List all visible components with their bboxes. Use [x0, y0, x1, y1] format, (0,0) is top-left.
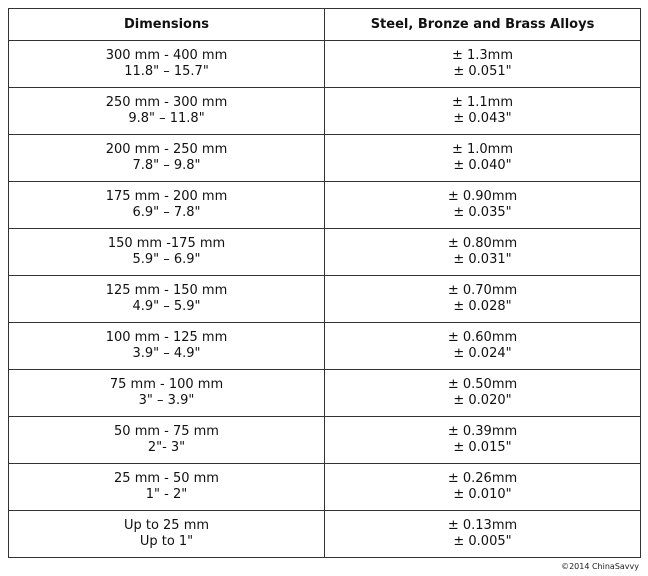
table-body [9, 41, 641, 558]
dimension-mm: Up to 25 mm [123, 518, 210, 533]
tolerance-cell [325, 323, 641, 370]
dimension-mm: 125 mm - 150 mm [105, 283, 228, 298]
tolerance-mm: ± 0.80mm [447, 236, 518, 251]
dimension-cell [9, 464, 325, 511]
tolerance-mm: ± 0.13mm [447, 518, 518, 533]
tolerance-cell [325, 370, 641, 417]
copyright-notice: ©2014 ChinaSavvy [561, 562, 639, 571]
header-dimensions: Dimensions [9, 9, 325, 41]
dimension-mm: 175 mm - 200 mm [105, 189, 228, 204]
dimension-cell [9, 88, 325, 135]
tolerance-inch: ± 0.024" [453, 346, 512, 361]
tolerance-mm: ± 1.3mm [451, 48, 514, 63]
dimension-inch: 11.8" – 15.7" [124, 64, 209, 79]
dimension-inch: 5.9" – 6.9" [132, 252, 201, 267]
dimension-cell [9, 229, 325, 276]
dimension-inch: 2"- 3" [147, 440, 186, 455]
header-tolerance: Steel, Bronze and Brass Alloys [325, 9, 641, 41]
dimension-cell [9, 323, 325, 370]
tolerance-table [8, 8, 641, 558]
table-row [9, 135, 641, 182]
tolerance-inch: ± 0.040" [453, 158, 512, 173]
dimension-inch: 3" – 3.9" [138, 393, 195, 408]
tolerance-mm: ± 0.90mm [447, 189, 518, 204]
tolerance-inch: ± 0.010" [453, 487, 512, 502]
table-row [9, 417, 641, 464]
dimension-mm: 300 mm - 400 mm [105, 48, 228, 63]
tolerance-inch: ± 0.051" [453, 64, 512, 79]
dimension-inch: Up to 1" [139, 534, 194, 549]
tolerance-cell [325, 464, 641, 511]
table-row [9, 229, 641, 276]
tolerance-inch: ± 0.035" [453, 205, 512, 220]
dimension-mm: 150 mm -175 mm [107, 236, 226, 251]
table-row [9, 88, 641, 135]
tolerance-cell [325, 135, 641, 182]
dimension-inch: 7.8" – 9.8" [132, 158, 201, 173]
dimension-inch: 1" - 2" [145, 487, 188, 502]
dimension-inch: 6.9" – 7.8" [132, 205, 201, 220]
tolerance-mm: ± 0.39mm [447, 424, 518, 439]
tolerance-cell [325, 182, 641, 229]
tolerance-mm: ± 1.0mm [451, 142, 514, 157]
dimension-cell [9, 41, 325, 88]
tolerance-inch: ± 0.005" [453, 534, 512, 549]
dimension-mm: 100 mm - 125 mm [105, 330, 228, 345]
dimension-inch: 9.8" – 11.8" [128, 111, 205, 126]
table-row [9, 511, 641, 558]
tolerance-inch: ± 0.015" [453, 440, 512, 455]
tolerance-inch: ± 0.031" [453, 252, 512, 267]
tolerance-mm: ± 0.70mm [447, 283, 518, 298]
dimension-mm: 75 mm - 100 mm [109, 377, 224, 392]
tolerance-inch: ± 0.028" [453, 299, 512, 314]
tolerance-mm: ± 1.1mm [451, 95, 514, 110]
tolerance-inch: ± 0.043" [453, 111, 512, 126]
tolerance-cell [325, 276, 641, 323]
tolerance-cell [325, 511, 641, 558]
tolerance-mm: ± 0.50mm [447, 377, 518, 392]
table-row [9, 464, 641, 511]
table-row [9, 370, 641, 417]
tolerance-cell [325, 417, 641, 464]
table-row [9, 182, 641, 229]
tolerance-inch: ± 0.020" [453, 393, 512, 408]
table-row [9, 41, 641, 88]
dimension-inch: 3.9" – 4.9" [132, 346, 201, 361]
dimension-mm: 250 mm - 300 mm [105, 95, 228, 110]
dimension-cell [9, 182, 325, 229]
tolerance-mm: ± 0.26mm [447, 471, 518, 486]
dimension-mm: 50 mm - 75 mm [114, 424, 219, 439]
tolerance-cell [325, 41, 641, 88]
dimension-mm: 25 mm - 50 mm [114, 471, 219, 486]
table-row [9, 323, 641, 370]
dimension-cell [9, 417, 325, 464]
tolerance-cell [325, 88, 641, 135]
dimension-cell [9, 370, 325, 417]
tolerance-cell [325, 229, 641, 276]
table-row [9, 276, 641, 323]
dimension-cell [9, 135, 325, 182]
dimension-cell [9, 511, 325, 558]
dimension-inch: 4.9" – 5.9" [132, 299, 201, 314]
dimension-mm: 200 mm - 250 mm [105, 142, 228, 157]
header-row [9, 9, 641, 41]
dimension-cell [9, 276, 325, 323]
tolerance-mm: ± 0.60mm [447, 330, 518, 345]
